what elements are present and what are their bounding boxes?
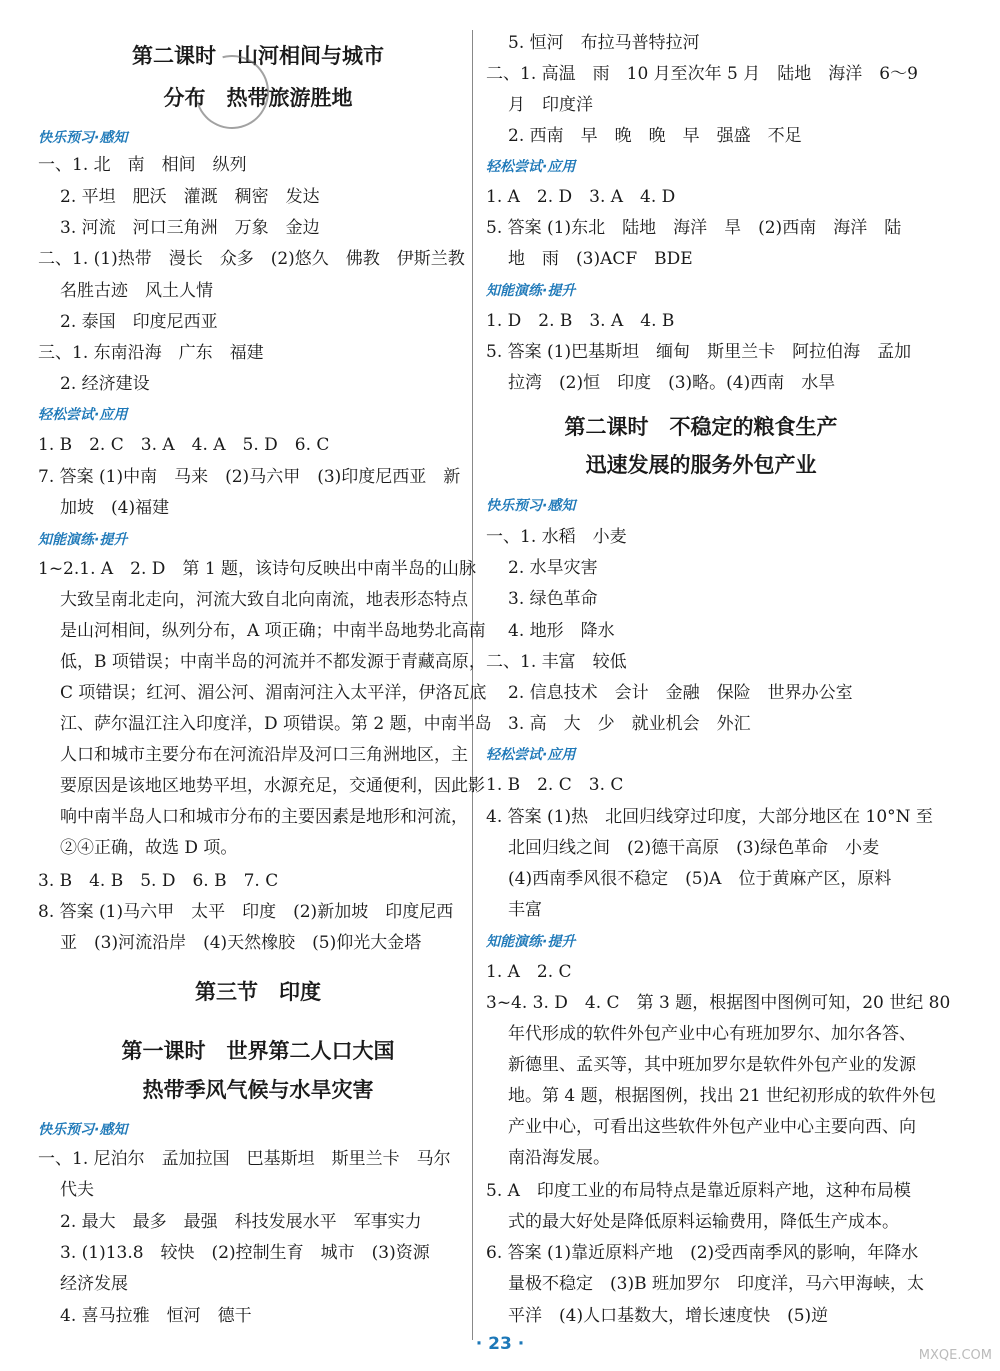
answer-line: 3. 河流 河口三角洲 万象 金边: [60, 218, 320, 238]
answer-line: 4. 喜马拉雅 恒河 德干: [60, 1306, 252, 1326]
answer-line: 1. B 2. C 3. C: [486, 775, 624, 795]
answer-line: 1. D 2. B 3. A 4. B: [486, 311, 675, 331]
answer-line: 月 印度洋: [508, 95, 593, 115]
answer-line: 地。第 4 题，根据图例，找出 21 世纪初形成的软件外包: [508, 1086, 937, 1106]
section-label: 轻松尝试·应用: [486, 159, 576, 175]
answer-line: (4)西南季风很不稳定 (5)A 位于黄麻产区，原料: [508, 869, 892, 889]
answer-line: 3. 绿色革命: [508, 589, 598, 609]
answer-line: 人口和城市主要分布在河流沿岸及河口三角洲地区，主: [60, 745, 468, 765]
answer-line: 7. 答案 (1)中南 马来 (2)马六甲 (3)印度尼西亚 新: [38, 467, 461, 487]
answer-line: 地 雨 (3)ACF BDE: [508, 249, 693, 269]
answer-line: 量极不稳定 (3)B 班加罗尔 印度洋，马六甲海峡，太: [508, 1274, 924, 1294]
answer-line: 丰富: [508, 900, 542, 920]
answer-line: 1. A 2. C: [486, 962, 572, 982]
answer-line: 响中南半岛人口和城市分布的主要因素是地形和河流，: [60, 807, 468, 827]
answer-line: 要原因是该地区地势平坦，水源充足，交通便利，因此影: [60, 776, 485, 796]
answer-line: 江、萨尔温江注入印度洋，D 项错误。第 2 题，中南半岛: [60, 714, 492, 734]
section-title: 热带季风气候与水旱灾害: [142, 1078, 374, 1102]
section-label: 知能演练·提升: [486, 283, 576, 299]
answer-line: 5. A 印度工业的布局特点是靠近原料产地，这种布局模: [486, 1181, 911, 1201]
answer-line: 1. B 2. C 3. A 4. A 5. D 6. C: [38, 435, 330, 455]
answer-line: 产业中心，可看出这些软件外包产业中心主要向西、向: [508, 1117, 916, 1137]
answer-line: 2. 西南 早 晚 晚 早 强盛 不足: [508, 126, 802, 146]
section-label: 轻松尝试·应用: [38, 407, 128, 423]
answer-line: ②④正确，故选 D 项。: [60, 838, 238, 858]
answer-line: 亚 (3)河流沿岸 (4)天然橡胶 (5)仰光大金塔: [60, 933, 422, 953]
watermark: MXQE.COM: [918, 1348, 992, 1363]
answer-line: 3. B 4. B 5. D 6. B 7. C: [38, 871, 279, 891]
answer-line: 平洋 (4)人口基数大，增长速度快 (5)逆: [508, 1306, 829, 1326]
answer-line: 3~4. 3. D 4. C 第 3 题，根据图中图例可知，20 世纪 80: [486, 993, 951, 1013]
answer-line: 一、1. 北 南 相间 纵列: [38, 155, 247, 175]
section-label: 快乐预习·感知: [38, 1122, 128, 1138]
section-title: 迅速发展的服务外包产业: [585, 453, 817, 477]
answer-line: 1~2.1. A 2. D 第 1 题，该诗句反映出中南半岛的山脉: [38, 559, 477, 579]
answer-line: 2. 水旱灾害: [508, 558, 598, 578]
answer-line: 5. 答案 (1)巴基斯坦 缅甸 斯里兰卡 阿拉伯海 孟加: [486, 342, 912, 362]
answer-line: 年代形成的软件外包产业中心有班加罗尔、加尔各答、: [508, 1024, 916, 1044]
answer-line: 8. 答案 (1)马六甲 太平 印度 (2)新加坡 印度尼西: [38, 902, 454, 922]
answer-line: 2. 经济建设: [60, 374, 150, 394]
answer-line: 2. 信息技术 会计 金融 保险 世界办公室: [508, 683, 853, 703]
answer-line: 拉湾 (2)恒 印度 (3)略。(4)西南 水旱: [508, 373, 836, 393]
answer-line: 5. 恒河 布拉马普特拉河: [508, 33, 700, 53]
answer-line: 6. 答案 (1)靠近原料产地 (2)受西南季风的影响，年降水: [486, 1243, 919, 1263]
answer-line: 2. 最大 最多 最强 科技发展水平 军事实力: [60, 1212, 422, 1232]
section-title: 第二课时 山河相间与城市: [132, 44, 384, 68]
section-title: 分布 热带旅游胜地: [163, 86, 353, 110]
section-label: 快乐预习·感知: [38, 130, 128, 146]
answer-line: 代夫: [60, 1180, 94, 1200]
answer-line: 一、1. 尼泊尔 孟加拉国 巴基斯坦 斯里兰卡 马尔: [38, 1149, 451, 1169]
answer-line: 三、1. 东南沿海 广东 福建: [38, 343, 264, 363]
answer-line: 经济发展: [60, 1274, 128, 1294]
section-label: 知能演练·提升: [38, 532, 128, 548]
answer-line: 3. (1)13.8 较快 (2)控制生育 城市 (3)资源: [60, 1243, 430, 1263]
answer-line: 一、1. 水稻 小麦: [486, 527, 627, 547]
answer-line: C 项错误；红河、湄公河、湄南河注入太平洋，伊洛瓦底: [60, 683, 487, 703]
section-label: 知能演练·提升: [486, 934, 576, 950]
answer-line: 3. 高 大 少 就业机会 外汇: [508, 714, 751, 734]
answer-line: 4. 答案 (1)热 北回归线穿过印度，大部分地区在 10°N 至: [486, 807, 933, 827]
answer-line: 4. 地形 降水: [508, 621, 615, 641]
answer-line: 1. A 2. D 3. A 4. D: [486, 187, 676, 207]
answer-line: 二、1. 丰富 较低: [486, 652, 627, 672]
answer-line: 低，B 项错误；中南半岛的河流并不都发源于青藏高原，: [60, 652, 486, 672]
answer-line: 2. 平坦 肥沃 灌溉 稠密 发达: [60, 187, 320, 207]
answer-line: 北回归线之间 (2)德干高原 (3)绿色革命 小麦: [508, 838, 880, 858]
answer-line: 式的最大好处是降低原料运输费用，降低生产成本。: [508, 1212, 899, 1232]
answer-line: 2. 泰国 印度尼西亚: [60, 312, 218, 332]
answer-line: 大致呈南北走向，河流大致自北向南流，地表形态特点: [60, 590, 468, 610]
page-number: · 23 ·: [475, 1334, 525, 1354]
answer-line: 5. 答案 (1)东北 陆地 海洋 旱 (2)西南 海洋 陆: [486, 218, 902, 238]
section-title: 第一课时 世界第二人口大国: [121, 1039, 395, 1063]
section-label: 快乐预习·感知: [486, 498, 576, 514]
answer-line: 二、1. (1)热带 漫长 众多 (2)悠久 佛教 伊斯兰教: [38, 249, 465, 269]
answer-line: 加坡 (4)福建: [60, 498, 170, 518]
section-label: 轻松尝试·应用: [486, 747, 576, 763]
answer-line: 是山河相间，纵列分布，A 项正确；中南半岛地势北高南: [60, 621, 486, 641]
answer-line: 新德里、孟买等，其中班加罗尔是软件外包产业的发源: [508, 1055, 916, 1075]
section-title: 第二课时 不稳定的粮食生产: [564, 415, 838, 439]
answer-line: 名胜古迹 风土人情: [60, 281, 213, 301]
section-title: 第三节 印度: [195, 980, 321, 1004]
answer-line: 南沿海发展。: [508, 1148, 610, 1168]
answer-line: 二、1. 高温 雨 10 月至次年 5 月 陆地 海洋 6～9: [486, 64, 918, 84]
